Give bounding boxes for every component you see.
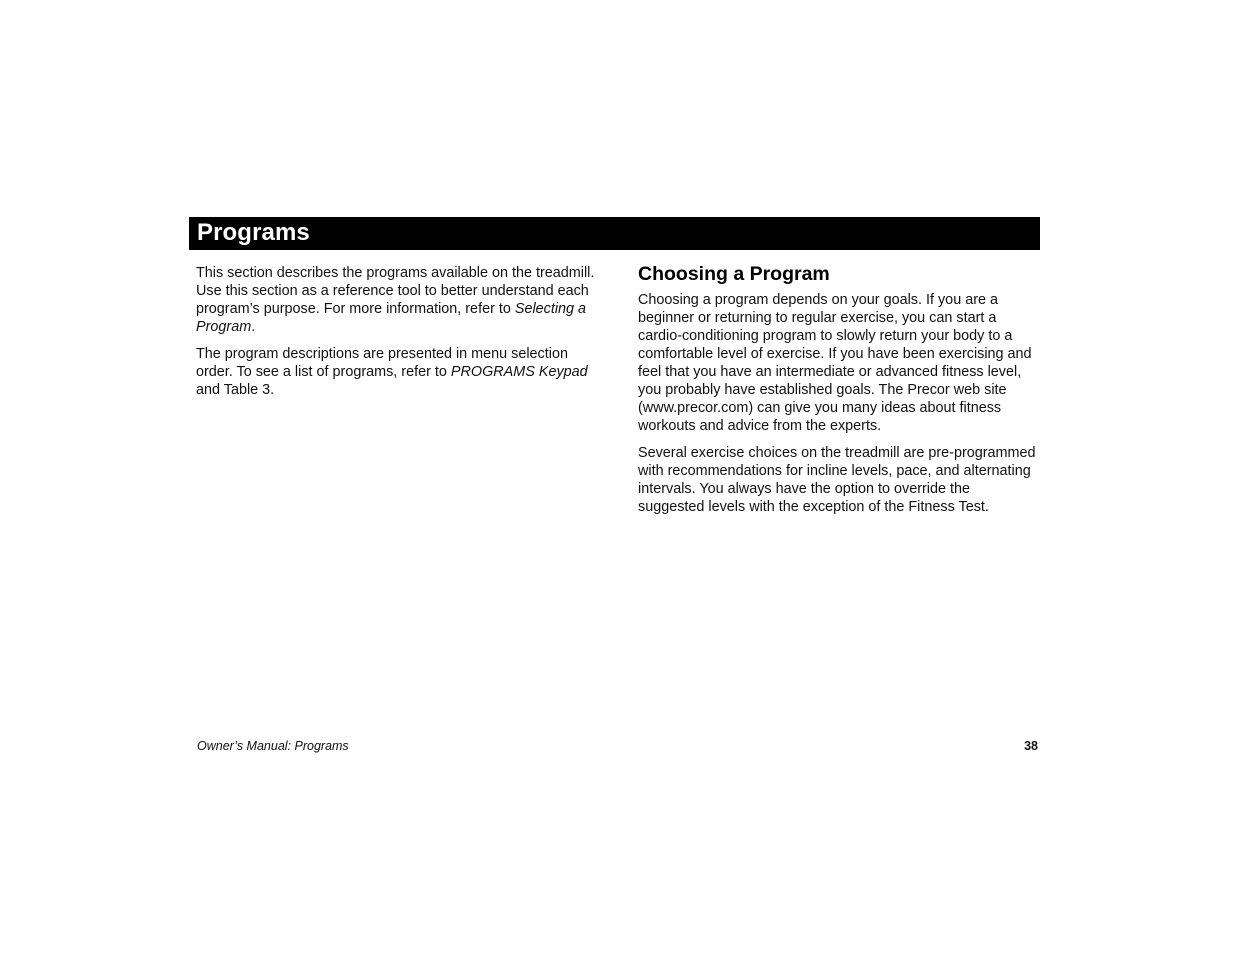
intro-column: [196, 264, 596, 408]
choosing-paragraph-2: Several exercise choices on the treadmill are pre-programmed with recommendations for incline levels, pace, and alternating intervals. You always have the option to override the suggested levels with the exception of the Fitness Test.: [638, 445, 1036, 515]
section-heading: Choosing a Program: [638, 263, 830, 285]
intro-paragraph-1-text: This section describes the programs available on the treadmill. Use this section as a reference tool to better understand each program’s purpose. For more information, refer to: [196, 265, 595, 317]
intro-paragraph-2-end: and Table 3.: [196, 382, 275, 398]
intro-paragraph-1-end: .: [251, 319, 256, 335]
choosing-column: [638, 262, 1040, 525]
cross-reference-programs-keypad: PROGRAMS Keypad: [450, 364, 588, 380]
intro-paragraph-2-text: The program descriptions are presented in menu selection order. To see a list of programs, refer to: [196, 346, 568, 380]
page-title: Programs: [197, 219, 310, 246]
intro-paragraph-2: [196, 345, 596, 399]
choosing-paragraph-1: Choosing a program depends on your goals. If you are a beginner or returning to regular exercise, you can start a cardio-conditioning program to slowly return your body to a comfortable level of exercise. If you have been exercising and feel that you have an intermediate or advanced fitness level, you probably have established goals. The Precor web site (www.precor.com) can give you many ideas about fitness workouts and advice from the experts.: [638, 292, 1032, 434]
intro-paragraph-1: [196, 264, 596, 336]
footer-page-number: 38: [1024, 739, 1038, 753]
footer-doc-title: Owner’s Manual: Programs: [197, 739, 349, 753]
section-title-bar: [189, 217, 1040, 250]
cross-reference-selecting-a-program: Selecting a Program: [196, 301, 587, 335]
